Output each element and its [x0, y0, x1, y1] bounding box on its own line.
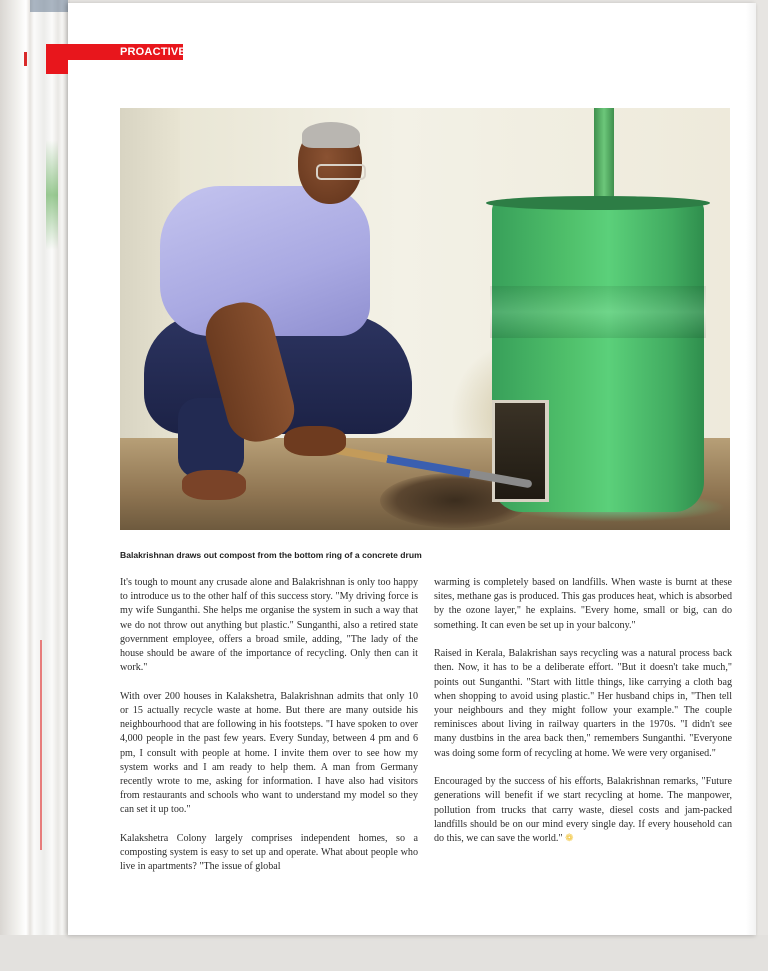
photo-man-hair — [302, 122, 360, 148]
page-shadow — [746, 3, 756, 935]
page-edge-red-tick — [24, 52, 27, 66]
photo-caption: Balakrishnan draws out compost from the bottom ring of a concrete drum — [120, 550, 422, 560]
article-paragraph: With over 200 houses in Kalakshetra, Balakrishnan admits that only 10 or 15 actually recycle waste at home. But there are many outside his neighbourhood that are following in his footsteps. "I have spoken to over 4,000 people in the past few years. Every Sunday, between 4 pm and 6 pm, I consult with people at home. I invite them over to see how my system works and I am ready to help them. A man from Germany recently wrote to me, asking for information. I have also had visitors from restaurants and schools who want to understand my model so they can set it up too." — [120, 690, 418, 816]
book-page-edges — [0, 0, 70, 971]
photo-drum-rim — [486, 196, 710, 210]
background-bottom — [0, 935, 768, 971]
article-paragraph: It's tough to mount any crusade alone and Balakrishnan is only too happy to introduce us to the other half of this success story. "My driving force is my wife Sunganthi. She helps me organise the system in such a way that we do not throw out anything but plastic." Sunganthi, also a retired state government employee, offers a broad smile, adding, "The lady of the house should be aware of the importance of recycling. Only then can it work." — [120, 577, 418, 674]
article-paragraph: warming is completely based on landfills. When waste is burnt at these sites, methane gas is produced. This gas produces heat, which is absorbed by the ozone layer," he explains. "Every home, small or big, can do something. It can even be set up in your balcony." — [434, 577, 732, 631]
section-tag: PROACTIVE — [46, 44, 183, 60]
photo-drum-band — [490, 286, 706, 338]
article-column-right — [434, 576, 732, 861]
article-paragraph: Raised in Kerala, Balakrishan says recycling was a natural process back then. Now, it has to be a deliberate effort. "But it doesn't take much," points out Sunganthi. "Start with little things, like carrying a cloth bag when shopping to avoid using plastic." Her husband chips in, "Then tell your neighbours and they might follow your example." The couple reminisces about living in railway quarters in the 1970s. "I didn't see many dustbins in the area back then," remembers Sunganthi. "Everyone was doing some form of recycling at home. We were very organised." — [434, 648, 732, 759]
article-paragraph: Kalakshetra Colony largely comprises independent homes, so a composting system is easy to set up and operate. What about people who live in apartments? "The issue of global — [120, 833, 418, 873]
end-mark-icon: ❁ — [565, 833, 574, 845]
article-paragraph-final — [434, 775, 732, 846]
photo-man-hand — [284, 426, 346, 456]
photo-man-foot — [182, 470, 246, 500]
page-edge-green-tint — [46, 140, 58, 250]
article-paragraph-text: Encouraged by the success of his efforts, Balakrishnan remarks, "Future generations will benefit if we start recycling at home. The manpower, pollution from trucks that carry waste, diesel costs and jam-packed landfills should be on our mind every single day. If every household can do this, we can save the world." — [434, 776, 732, 845]
page-edge-red-line — [40, 640, 42, 850]
photo-vent-pipe — [594, 108, 614, 203]
photo-man-glasses — [316, 164, 366, 180]
section-red-bar — [46, 60, 68, 74]
page-edge-top-strip — [30, 0, 68, 12]
article-photo — [120, 108, 730, 530]
article-column-left — [120, 576, 418, 889]
